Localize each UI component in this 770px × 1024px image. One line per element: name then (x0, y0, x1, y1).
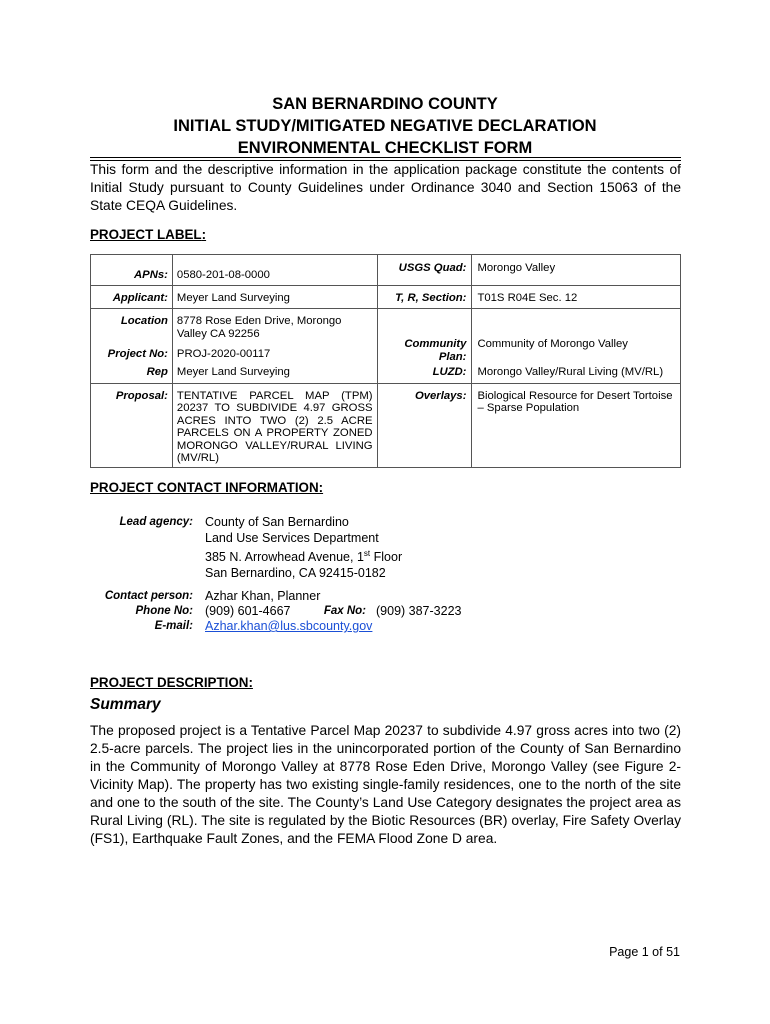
overlays-label: Overlays: (377, 383, 472, 467)
contact-person-label: Contact person: (104, 590, 193, 602)
lead-agency-line: 385 N. Arrowhead Avenue, 1st Floor (205, 549, 403, 565)
fax-label: Fax No: (323, 605, 366, 617)
proposal-label: Proposal: (91, 383, 173, 467)
proposal-value: TENTATIVE PARCEL MAP (TPM) 20237 TO SUBDIVIDE 4.97 GROSS ACRES INTO TWO (2) 2.5 ACRE PARCELS ON A PROPERTY ZONED MORONGO VALLEY/RURAL LIVING (MV/RL) (172, 383, 377, 467)
community-plan-value: Community of Morongo Valley (472, 309, 681, 364)
rep-label: Rep (91, 363, 173, 383)
lead-agency-line: San Bernardino, CA 92415-0182 (205, 565, 386, 580)
phone-value: (909) 601-4667 (205, 604, 291, 618)
apns-label: APNs: (91, 255, 173, 286)
page-number: Page 1 of 51 (609, 945, 680, 959)
location-label: Location (91, 309, 173, 348)
overlays-value: Biological Resource for Desert Tortoise – Sparse Population (472, 383, 681, 467)
project-description-heading: PROJECT DESCRIPTION: (90, 675, 253, 690)
project-no-value: PROJ-2020-00117 (172, 348, 377, 363)
luzd-label: LUZD: (377, 363, 472, 383)
project-label-table (90, 254, 681, 468)
contact-person-value: Azhar Khan, Planner (205, 589, 321, 603)
applicant-label: Applicant: (91, 286, 173, 309)
table-row (91, 383, 681, 467)
luzd-value: Morongo Valley/Rural Living (MV/RL) (472, 363, 681, 383)
usgs-quad-value: Morongo Valley (472, 255, 681, 286)
applicant-value: Meyer Land Surveying (172, 286, 377, 309)
summary-heading: Summary (90, 696, 161, 713)
fax-value: (909) 387-3223 (376, 604, 462, 618)
lead-agency-line: County of San Bernardino (205, 515, 349, 529)
document-title: INITIAL STUDY/MITIGATED NEGATIVE DECLARATION (173, 117, 597, 135)
email-label: E-mail: (154, 620, 193, 632)
contact-heading: PROJECT CONTACT INFORMATION: (90, 480, 324, 495)
title-rule-top (90, 157, 681, 158)
table-row (91, 255, 681, 286)
county-title: SAN BERNARDINO COUNTY (272, 95, 498, 113)
phone-label: Phone No: (135, 605, 193, 617)
email-link[interactable]: Azhar.khan@lus.sbcounty.gov (205, 619, 373, 633)
lead-agency-line: Land Use Services Department (205, 530, 379, 545)
trs-value: T01S R04E Sec. 12 (472, 286, 681, 309)
rep-value: Meyer Land Surveying (176, 366, 290, 378)
apns-value: 0580-201-08-0000 (172, 255, 377, 286)
intro-paragraph: This form and the descriptive information in the application package constitute the contents of Initial Study pursuant to County Guidelines under Ordinance 3040 and Section 15063 of the State CEQA Guidelines. (90, 162, 681, 213)
lead-agency-value (205, 515, 402, 582)
usgs-quad-label: USGS Quad: (377, 255, 472, 286)
lead-agency-label: Lead agency: (119, 516, 193, 528)
form-title: ENVIRONMENTAL CHECKLIST FORM (237, 139, 533, 157)
community-plan-label: Community Plan: (377, 309, 472, 364)
location-value: 8778 Rose Eden Drive, Morongo Valley CA 92256 (172, 309, 377, 348)
table-row (91, 363, 681, 383)
summary-body: The proposed project is a Tentative Parcel Map 20237 to subdivide 4.97 gross acres into two (2) 2.5-acre parcels. The project lies in the unincorporated portion of the County of San Bernardino in the Community of Morongo Valley at 8778 Rose Eden Drive, Morongo Valley (see Figure 2-Vicinity Map). The property has two existing single-family residences, one to the north of the site and one to the south of the site. The County’s Land Use Category designates the project area as Rural Living (RL). The site is regulated by the Biotic Resources (BR) overlay, Fire Safety Overlay (FS1), Earthquake Fault Zones, and the FEMA Flood Zone D area. (90, 723, 681, 846)
table-row (91, 286, 681, 309)
trs-label: T, R, Section: (377, 286, 472, 309)
table-row (91, 309, 681, 348)
project-label-heading: PROJECT LABEL: (90, 227, 207, 242)
project-no-label: Project No: (91, 348, 173, 363)
